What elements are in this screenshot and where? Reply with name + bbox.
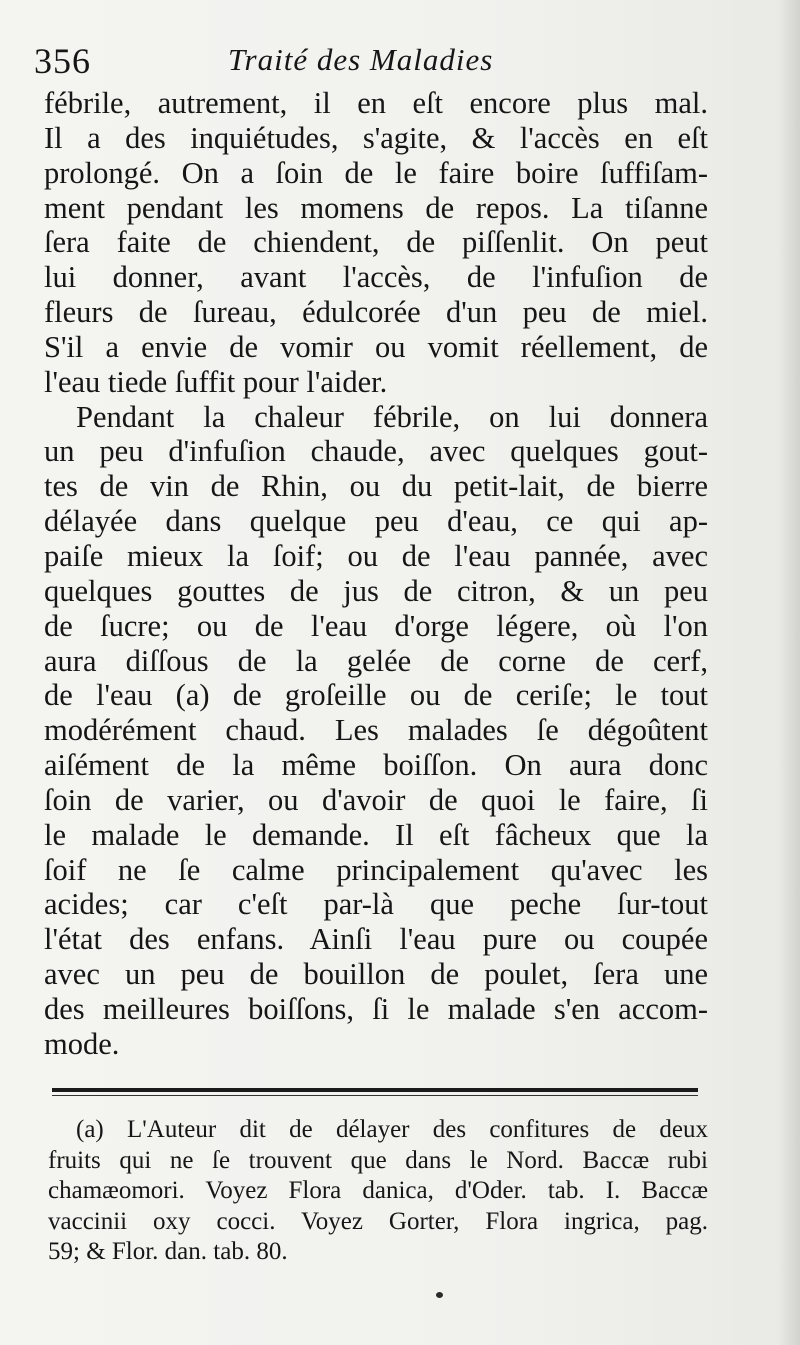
text-line: ſoin de varier, ou d'avoir de quoi le faire, ſi bbox=[44, 782, 708, 817]
page-number: 356 bbox=[34, 41, 91, 81]
body-text bbox=[44, 86, 708, 1062]
printer-mark-dot bbox=[436, 1292, 443, 1298]
text-line: acides; car c'eſt par-là que peche ſur-tout bbox=[44, 887, 708, 922]
text-line: mode. bbox=[44, 1026, 120, 1061]
text-line: le malade le demande. Il eſt fâcheux que la bbox=[44, 817, 708, 852]
footnote-line: 59; & Flor. dan. tab. 80. bbox=[48, 1238, 288, 1265]
text-line: lui donner, avant l'accès, de l'infuſion de bbox=[44, 260, 708, 295]
text-line: modérément chaud. Les malades ſe dégoûtent bbox=[44, 713, 708, 748]
footnote bbox=[48, 1115, 708, 1268]
text-line: des meilleures boiſſons, ſi le malade s'en accom- bbox=[44, 991, 708, 1026]
text-line: ſoif ne ſe calme principalement qu'avec les bbox=[44, 852, 708, 887]
text-line: aiſément de la même boiſſon. On aura donc bbox=[44, 748, 708, 783]
text-line: paiſe mieux la ſoif; ou de l'eau pannée, avec bbox=[44, 538, 708, 573]
text-line: l'eau tiede ſuffit pour l'aider. bbox=[44, 364, 388, 399]
footnote-line: (a) L'Auteur dit de délayer des confitures de deux bbox=[76, 1116, 708, 1143]
paragraph-start-line: Pendant la chaleur fébrile, on lui donnera bbox=[76, 399, 708, 434]
text-line: S'il a envie de vomir ou vomit réellement, de bbox=[44, 329, 708, 364]
running-title: Traité des Maladies bbox=[228, 42, 494, 77]
footnote-line: chamæomori. Voyez Flora danica, d'Oder. tab. I. Baccæ bbox=[48, 1177, 708, 1204]
text-line: de l'eau (a) de groſeille ou de ceriſe; le tout bbox=[44, 678, 708, 713]
footnote-separator-rule bbox=[52, 1088, 698, 1092]
text-line: délayée dans quelque peu d'eau, ce qui ap- bbox=[44, 504, 708, 539]
text-line: fleurs de ſureau, édulcorée d'un peu de miel. bbox=[44, 295, 708, 330]
text-line: avec un peu de bouillon de poulet, ſera une bbox=[44, 957, 708, 992]
text-line: fébrile, autrement, il en eſt encore plus mal. bbox=[44, 86, 708, 120]
text-line: ſera faite de chiendent, de piſſenlit. On peut bbox=[44, 225, 708, 260]
text-line: l'état des enfans. Ainſi l'eau pure ou coupée bbox=[44, 922, 708, 957]
text-line: tes de vin de Rhin, ou du petit-lait, de bierre bbox=[44, 469, 708, 504]
footnote-line: vaccinii oxy cocci. Voyez Gorter, Flora ingrica, pag. bbox=[48, 1207, 708, 1235]
text-line: un peu d'infuſion chaude, avec quelques gout- bbox=[44, 434, 708, 469]
text-line: ment pendant les momens de repos. La tiſanne bbox=[44, 190, 708, 225]
text-line: aura diſſous de la gelée de corne de cerf, bbox=[44, 643, 708, 678]
page-edge-shadow bbox=[778, 0, 800, 1345]
text-line: quelques gouttes de jus de citron, & un peu bbox=[44, 573, 708, 608]
page-header bbox=[0, 38, 800, 88]
text-line: prolongé. On a ſoin de le faire boire ſuffiſam- bbox=[44, 155, 708, 190]
text-line: de ſucre; ou de l'eau d'orge légere, où l'on bbox=[44, 608, 708, 643]
text-line: Il a des inquiétudes, s'agite, & l'accès en eſt bbox=[44, 120, 708, 155]
footnote-separator-thin-rule bbox=[52, 1095, 698, 1096]
footnote-line: fruits qui ne ſe trouvent que dans le Nord. Baccæ rubi bbox=[48, 1146, 708, 1174]
